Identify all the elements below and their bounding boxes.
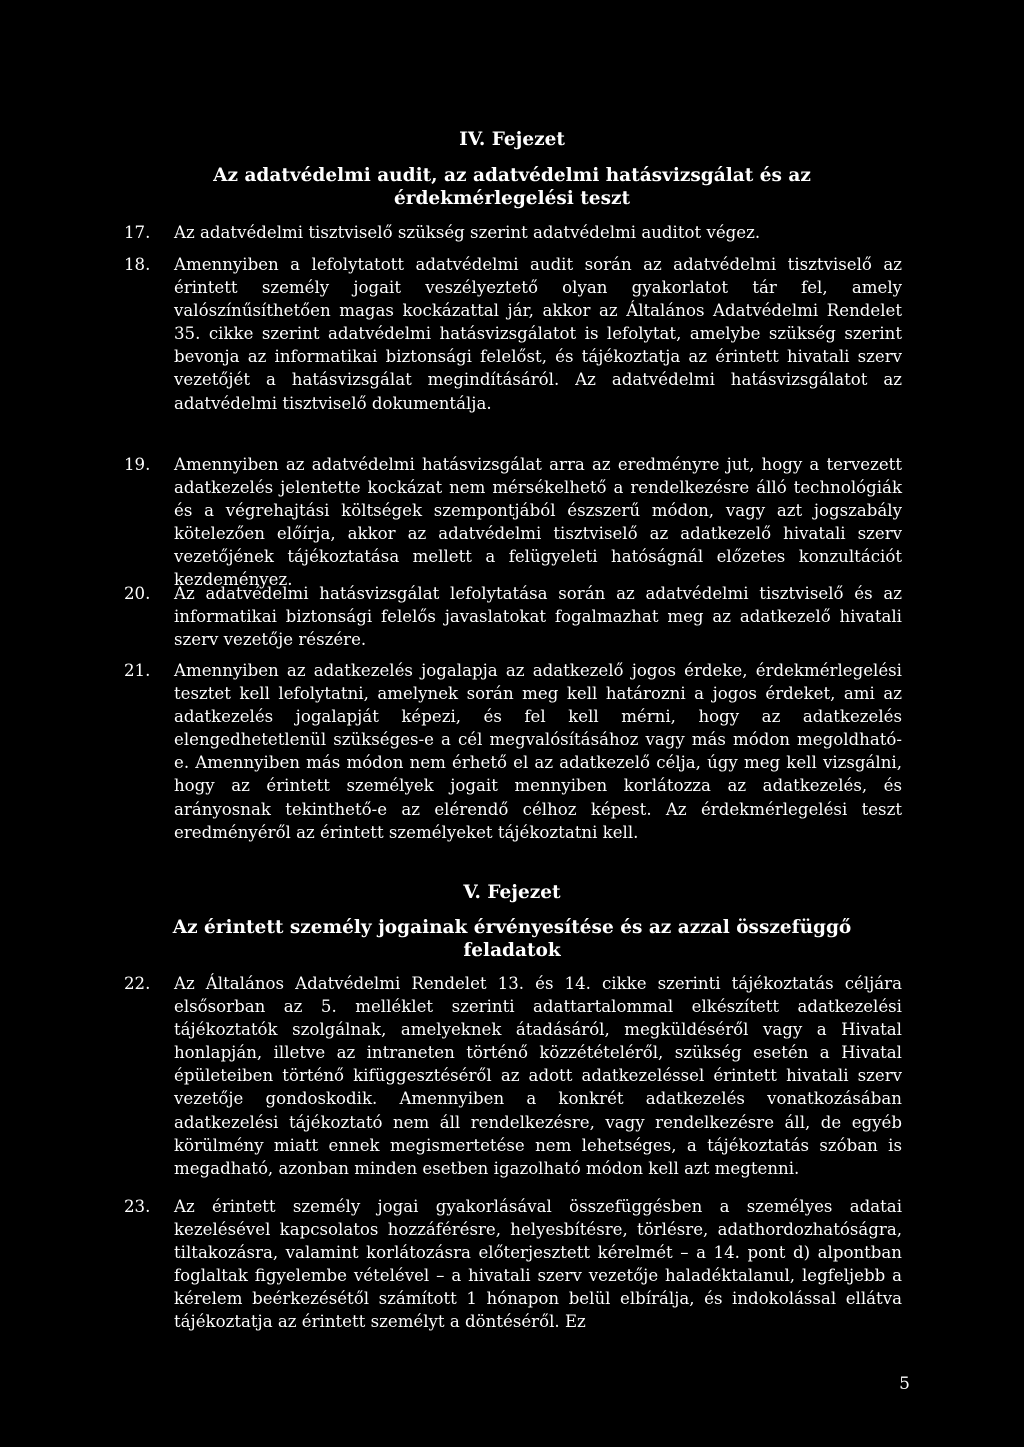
chapter-5-subtitle: Az érintett személy jogainak érvényesítése és az azzal összefüggő feladatok — [172, 917, 852, 961]
paragraph-number: 21. — [124, 661, 151, 680]
paragraph-number: 17. — [124, 223, 151, 242]
paragraph-text: Amennyiben az adatkezelés jogalapja az adatkezelő jogos érdeke, érdekmérlegelési tesztet kell lefolytatni, amelynek során meg kell határozni a jogos érdeket, ami az adatkezelés jogalapját képezi, és fel kell mérni, hogy az adatkezelés elengedhetetlenül szükséges-e a cél megvalósításához vagy más módon megoldható-e. Amennyiben más módon nem érhető el az adatkezelő célja, úgy meg kell vizsgálni, hogy az érintett személyek jogait mennyiben korlátozza az adatkezelés, és arányosnak tekinthető-e az elérendő célhoz képest. Az érdekmérlegelési teszt eredményéről az érintett személyeket tájékoztatni kell. — [174, 661, 902, 842]
paragraph-text: Az Általános Adatvédelmi Rendelet 13. és 14. cikke szerinti tájékoztatás céljára elsősorban az 5. melléklet szerinti adattartalommal elkészített adatkezelési tájékoztatók szolgálnak, amelyeknek átadásáról, megküldéséről vagy a Hivatal honlapján, illetve az intraneten történő közzétételéről, szükség esetén a Hivatal épületeiben történő kifüggesztéséről az adott adatkezeléssel érintett hivatali szerv vezetője gondoskodik. Amennyiben a konkrét adatkezelés vonatkozásában adatkezelési tájékoztató nem áll rendelkezésre, vagy rendelkezésre áll, de egyéb körülmény miatt ennek megismertetése nem lehetséges, a tájékoztatás szóban is megadható, azonban minden esetben igazolható módon kell azt megtenni. — [174, 974, 902, 1178]
chapter-4-subtitle: Az adatvédelmi audit, az adatvédelmi hatásvizsgálat és az érdekmérlegelési teszt — [213, 165, 811, 209]
paragraph-text: Az adatvédelmi hatásvizsgálat lefolytatása során az adatvédelmi tisztviselő és az informatikai biztonsági felelős javaslatokat fogalmazhat meg az adatkezelő hivatali szerv vezetője részére. — [174, 584, 902, 650]
paragraph-number: 20. — [124, 584, 151, 603]
paragraph-number: 18. — [124, 255, 151, 274]
paragraph-text: Az adatvédelmi tisztviselő szükség szerint adatvédelmi auditot végez. — [174, 223, 761, 242]
paragraph-text: Amennyiben az adatvédelmi hatásvizsgálat arra az eredményre jut, hogy a tervezett adatkezelés jelentette kockázat nem mérsékelhető a rendelkezésre álló technológiák és a végrehajtási költségek szempontjából észszerű módon, vagy azt jogszabály kötelezően előírja, akkor az adatvédelmi tisztviselő az adatkezelő hivatali szerv vezetőjének tájékoztatása mellett a felügyeleti hatóságnál előzetes konzultációt kezdeményez. — [174, 455, 902, 590]
paragraph-text: Az érintett személy jogai gyakorlásával összefüggésben a személyes adatai kezelésével kapcsolatos hozzáférésre, helyesbítésre, törlésre, adathordozhatóságra, tiltakozásra, valamint korlátozásra előterjesztett kérelmét – a 14. pont d) alpontban foglaltak figyelembe vételével – a hivatali szerv vezetője haladéktalanul, legfeljebb a kérelem beérkezésétől számított 1 hónapon belül elbírálja, és indokolással ellátva tájékoztatja az érintett személyt a döntéséről. Ez — [174, 1197, 902, 1332]
chapter-4-title: IV. Fejezet — [459, 129, 565, 150]
paragraph-number: 23. — [124, 1197, 151, 1216]
paragraph-number: 22. — [124, 974, 151, 993]
chapter-5-title: V. Fejezet — [463, 882, 561, 903]
paragraph-number: 19. — [124, 455, 151, 474]
page-number: 5 — [899, 1374, 910, 1394]
paragraph-text: Amennyiben a lefolytatott adatvédelmi audit során az adatvédelmi tisztviselő az érintett személy jogait veszélyeztető olyan gyakorlatot tár fel, amely valószínűsíthetően magas kockázattal jár, akkor az Általános Adatvédelmi Rendelet 35. cikke szerint adatvédelmi hatásvizsgálatot is lefolytat, amelybe szükség szerint bevonja az informatikai biztonsági felelőst, és tájékoztatja az érintett hivatali szerv vezetőjét a hatásvizsgálat megindításáról. Az adatvédelmi hatásvizsgálatot az adatvédelmi tisztviselő dokumentálja. — [174, 255, 902, 413]
